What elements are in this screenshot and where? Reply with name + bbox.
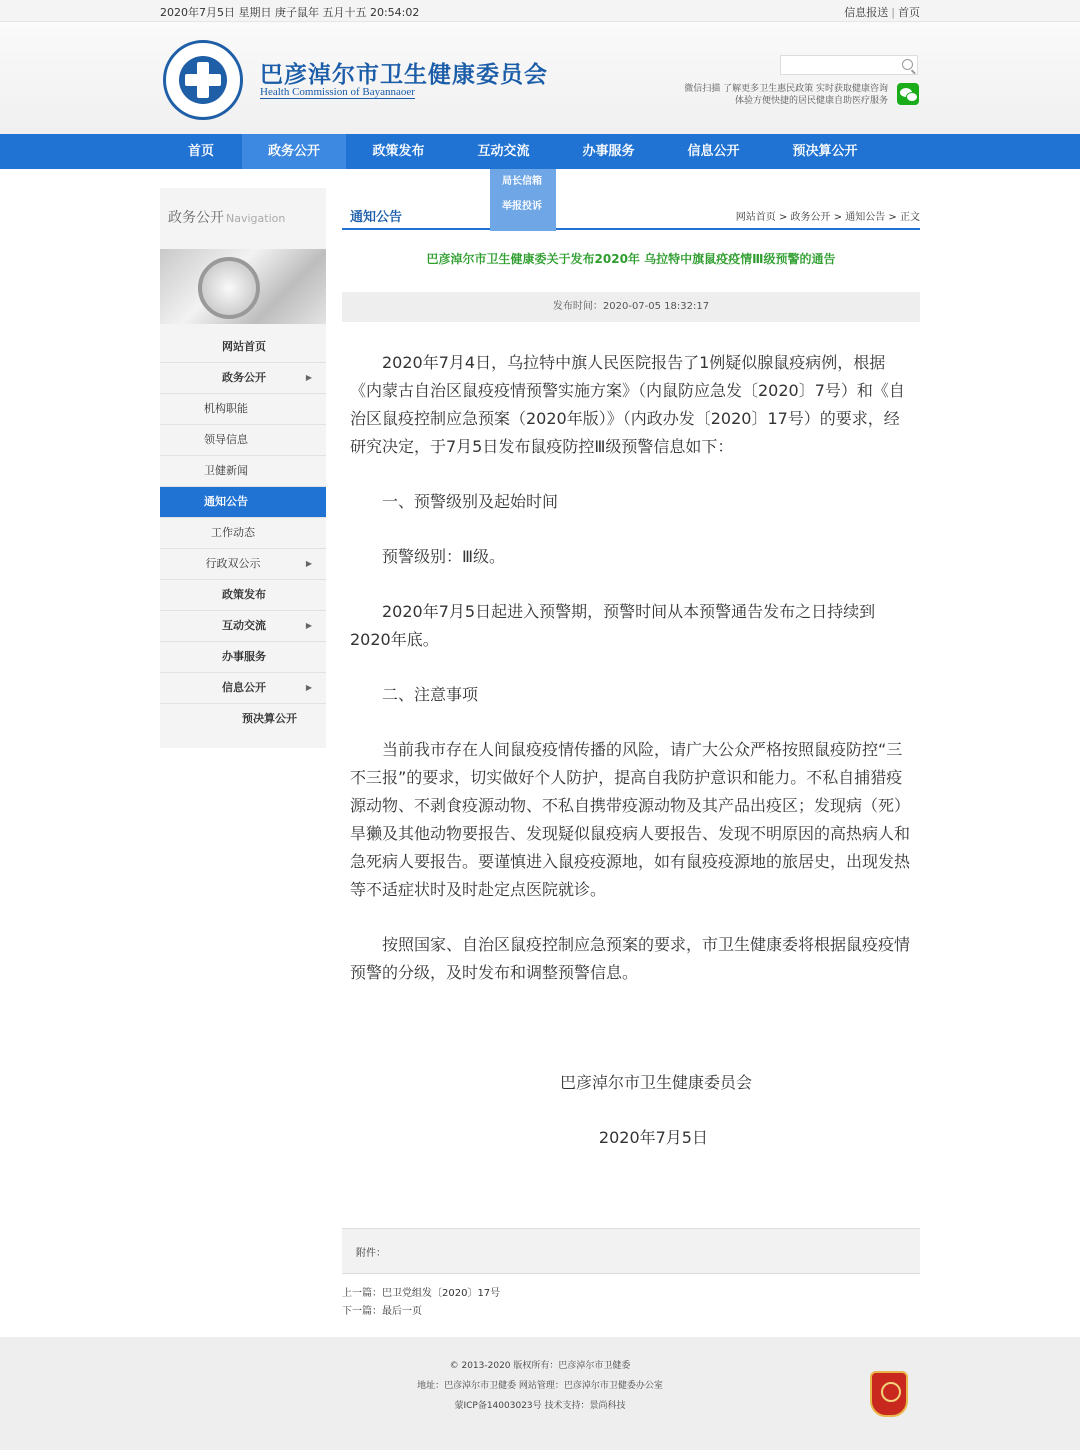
category-title: 通知公告 bbox=[350, 210, 403, 225]
sidebar-item-label: 预决算公开 bbox=[242, 712, 297, 725]
header bbox=[0, 22, 1080, 134]
next-article-link[interactable]: 下一篇：最后一页 bbox=[342, 1306, 422, 1317]
sidebar-item-news[interactable] bbox=[160, 456, 326, 487]
logo-emblem-icon bbox=[163, 40, 243, 120]
sidebar-item-work-updates[interactable] bbox=[160, 518, 326, 549]
sidebar-item-label: 政策发布 bbox=[222, 588, 266, 601]
sidebar-item-info-disclosure[interactable] bbox=[160, 673, 326, 704]
wechat-text bbox=[684, 83, 888, 107]
paragraph: 一、预警级别及起始时间 bbox=[382, 492, 559, 511]
footer-icp: 蒙ICP备14003023号 技术支持：景尚科技 bbox=[454, 1401, 626, 1411]
chevron-right-icon: ▶ bbox=[305, 621, 312, 630]
nav-budget[interactable]: 预决算公开 bbox=[792, 144, 858, 159]
paragraph: 预警级别：Ⅲ级。 bbox=[382, 547, 506, 566]
chevron-right-icon: ▶ bbox=[305, 559, 312, 568]
sidebar-item-label: 互动交流 bbox=[222, 619, 266, 632]
sidebar-item-label: 领导信息 bbox=[204, 433, 248, 446]
prev-article-link[interactable]: 上一篇：巴卫党组发〔2020〕17号 bbox=[342, 1288, 501, 1299]
sidebar-item-label: 办事服务 bbox=[222, 650, 266, 663]
sidebar-item-label: 信息公开 bbox=[222, 681, 266, 694]
sidebar-item-leaders[interactable] bbox=[160, 425, 326, 456]
search-input[interactable] bbox=[781, 56, 891, 74]
chevron-right-icon: ▶ bbox=[305, 373, 312, 382]
sidebar-item-label: 网站首页 bbox=[222, 340, 266, 353]
site-title: 巴彦淖尔市卫生健康委员会 bbox=[260, 61, 548, 88]
nav-government-affairs[interactable]: 政务公开 bbox=[242, 134, 346, 169]
dropdown-item-mailbox[interactable]: 局长信箱 bbox=[502, 176, 542, 187]
nav-interaction[interactable]: 互动交流 bbox=[477, 144, 530, 159]
footer-address: 地址：巴彦淖尔市卫健委 网站管理：巴彦淖尔市卫健委办公室 bbox=[417, 1381, 663, 1391]
sidebar-item-label: 行政双公示 bbox=[205, 557, 261, 570]
gov-badge-icon[interactable] bbox=[870, 1371, 908, 1417]
breadcrumb[interactable]: 网站首页 > 政务公开 > 通知公告 > 正文 bbox=[735, 212, 920, 223]
nav-home[interactable]: 首页 bbox=[187, 144, 214, 159]
paragraph: 按照国家、自治区鼠疫控制应急预案的要求，市卫生健康委将根据鼠疫疫情预警的分级，及时发布和调整预警信息。 bbox=[350, 935, 911, 982]
paragraph: 2020年7月5日起进入预警期，预警时间从本预警通告发布之日持续到2020年底。 bbox=[350, 602, 876, 649]
sidebar-item-gov-affairs[interactable] bbox=[160, 363, 326, 394]
sidebar-item-budget[interactable] bbox=[160, 704, 326, 735]
sidebar bbox=[160, 188, 326, 748]
publish-time: 发布时间：2020-07-05 18:32:17 bbox=[342, 292, 920, 322]
article-body bbox=[342, 349, 920, 1152]
sidebar-heading-text: 政务公开 bbox=[168, 210, 224, 226]
sidebar-image bbox=[160, 249, 326, 324]
sign-date: 2020年7月5日 bbox=[598, 1128, 708, 1147]
wechat-line-1: 微信扫描 了解更多卫生惠民政策 实时获取健康咨询 bbox=[684, 84, 888, 94]
attachment-bar bbox=[342, 1228, 920, 1274]
paragraph: 当前我市存在人间鼠疫疫情传播的风险，请广大公众严格按照鼠疫防控“三不三报”的要求，切实做好个人防护，提高自我防护意识和能力。不私自捕猎疫源动物、不剥食疫源动物、不私自携带疫源动物及其产品出疫区；发现病（死）旱獭及其他动物要报告、发现疑似鼠疫病人要报告、发现不明原因的高热病人和急死病人要报告。要谨慎进入鼠疫疫源地，如有鼠疫疫源地的旅居史，出现发热等不适症状时及时赴定点医院就诊。 bbox=[350, 740, 911, 899]
search-icon[interactable] bbox=[902, 59, 913, 70]
sidebar-heading-en: Navigation bbox=[226, 212, 286, 225]
wechat-line-2: 体验方便快捷的居民健康自助医疗服务 bbox=[734, 96, 888, 106]
sidebar-item-label: 机构职能 bbox=[204, 402, 248, 415]
home-link[interactable]: 首页 bbox=[898, 6, 920, 19]
sidebar-item-label: 工作动态 bbox=[211, 526, 255, 539]
category-bar bbox=[342, 188, 920, 230]
sidebar-item-functions[interactable] bbox=[160, 394, 326, 425]
main-nav bbox=[0, 134, 1080, 169]
top-bar bbox=[0, 0, 1080, 22]
footer-copyright: © 2013-2020 版权所有：巴彦淖尔市卫健委 bbox=[449, 1361, 631, 1371]
sidebar-heading bbox=[160, 188, 326, 249]
nav-info-disclosure[interactable]: 信息公开 bbox=[687, 144, 740, 159]
footer bbox=[0, 1337, 1080, 1450]
top-links: 信息报送 | 首页 bbox=[844, 6, 920, 19]
nav-services[interactable]: 办事服务 bbox=[582, 144, 635, 159]
attachment-label: 附件： bbox=[356, 1248, 386, 1259]
search-box bbox=[780, 55, 918, 75]
paragraph: 2020年7月4日，乌拉特中旗人民医院报告了1例疑似腺鼠疫病例，根据《内蒙古自治区鼠疫疫情预警实施方案》（内鼠防应急发〔2020〕7号）和《自治区鼠疫控制应急预案（2020年版）》（内政办发〔2020〕17号）的要求，经研究决定，于7月5日发布鼠疫防控Ⅲ级预警信息如下： bbox=[350, 353, 905, 456]
article-title: 巴彦淖尔市卫生健康委关于发布2020年 乌拉特中旗鼠疫疫情Ⅲ级预警的通告 bbox=[426, 252, 836, 266]
wechat-icon[interactable] bbox=[897, 83, 919, 105]
paragraph: 二、注意事项 bbox=[382, 685, 479, 704]
chevron-right-icon: ▶ bbox=[305, 683, 312, 692]
sidebar-item-home[interactable] bbox=[160, 332, 326, 363]
sidebar-item-label: 卫健新闻 bbox=[204, 464, 248, 477]
sidebar-item-notices[interactable] bbox=[160, 487, 326, 518]
sidebar-item-services[interactable] bbox=[160, 642, 326, 673]
site-subtitle: Health Commission of Bayannaoer bbox=[260, 86, 415, 98]
sidebar-item-policy[interactable] bbox=[160, 580, 326, 611]
sidebar-item-interaction[interactable] bbox=[160, 611, 326, 642]
nav-policy[interactable]: 政策发布 bbox=[372, 144, 425, 159]
sidebar-item-label: 通知公告 bbox=[204, 495, 248, 508]
date-text: 2020年7月5日 星期日 庚子鼠年 五月十五 20:54:02 bbox=[160, 6, 420, 19]
signature: 巴彦淖尔市卫生健康委员会 bbox=[559, 1073, 752, 1092]
article-area bbox=[342, 188, 920, 1179]
dropdown-item-report[interactable]: 举报投诉 bbox=[502, 201, 542, 212]
prev-next bbox=[342, 1285, 500, 1321]
sidebar-item-label: 政务公开 bbox=[222, 371, 266, 384]
info-submit-link[interactable]: 信息报送 bbox=[844, 6, 889, 19]
interaction-dropdown bbox=[490, 169, 556, 231]
sidebar-item-double-publicity[interactable] bbox=[160, 549, 326, 580]
